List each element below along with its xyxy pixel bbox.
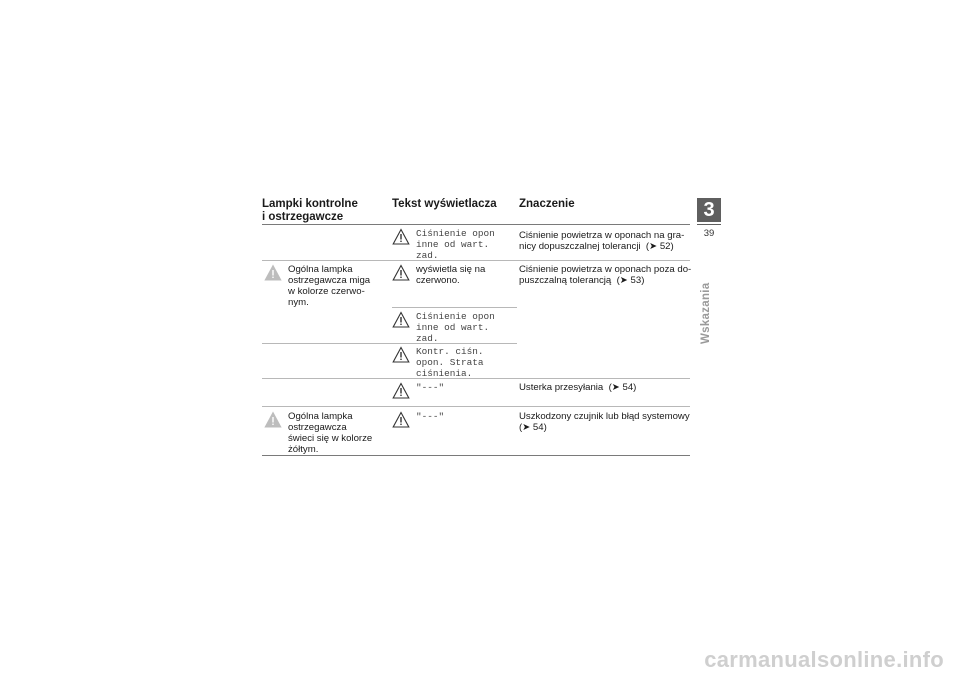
chapter-rule	[697, 224, 721, 225]
page-reference[interactable]: 54	[532, 422, 544, 433]
display-line: czerwono.	[416, 275, 460, 286]
display-line: wyświetla się na	[416, 264, 486, 275]
display-line: inne od wart.	[416, 322, 490, 333]
header-rule	[262, 224, 690, 225]
lamp-line: Ogólna lampka	[288, 264, 353, 275]
display-line: inne od wart.	[416, 239, 490, 250]
meaning-line: (➤ 54)	[519, 422, 547, 433]
chapter-tab: Wskazania	[700, 282, 712, 344]
chapter-number: 3	[697, 198, 721, 222]
page-reference[interactable]: 54	[622, 382, 634, 393]
warning-icon	[392, 264, 410, 282]
reference-arrow-icon: ➤	[649, 241, 658, 252]
lamp-line: nym.	[288, 297, 309, 308]
lamp-line: ostrzegawcza miga	[288, 275, 371, 286]
meaning-text	[519, 230, 684, 252]
meaning-line: Uszkodzony czujnik lub błąd systemowy	[519, 411, 690, 422]
reference-arrow-icon: ➤	[619, 275, 628, 286]
lamp-line: Ogólna lampka	[288, 411, 353, 422]
row-divider	[262, 260, 690, 261]
display-line: ciśnienia.	[416, 368, 473, 379]
row-divider	[262, 406, 690, 407]
display-line: zad.	[416, 333, 439, 344]
display-text: "---"	[416, 411, 445, 422]
display-text	[416, 346, 484, 379]
warning-icon	[392, 346, 410, 364]
lamp-line: ostrzegawcza	[288, 422, 347, 433]
page-number: 39	[703, 228, 715, 239]
page-reference[interactable]: 53	[630, 275, 642, 286]
table-bottom-rule	[262, 455, 690, 456]
header-lamps-line2: i ostrzegawcze	[262, 211, 344, 223]
row-divider	[262, 378, 690, 379]
display-text	[416, 311, 495, 344]
meaning-text	[519, 411, 690, 433]
lamp-description	[288, 264, 370, 308]
row-divider	[262, 343, 517, 344]
header-display-text: Tekst wyświetlacza	[392, 198, 497, 210]
warning-icon	[392, 411, 410, 429]
header-lamps	[262, 198, 382, 224]
display-line: Ciśnienie opon	[416, 311, 495, 322]
display-text	[416, 264, 485, 286]
page-reference[interactable]: 52	[659, 241, 671, 252]
warning-triangle-grey-icon	[264, 411, 282, 429]
reference-arrow-icon: ➤	[522, 422, 531, 433]
watermark: carmanualsonline.info	[704, 647, 944, 672]
reference-arrow-icon: ➤	[611, 382, 620, 393]
meaning-line: nicy dopuszczalnej tolerancji (➤ 52)	[519, 241, 674, 252]
lamp-description	[288, 411, 372, 455]
row-divider	[392, 307, 517, 308]
header-lamps-line1: Lampki kontrolne	[262, 198, 358, 210]
warning-triangle-grey-icon	[264, 264, 282, 282]
header-meaning: Znaczenie	[519, 198, 575, 210]
meaning-line: Ciśnienie powietrza w oponach na gra-	[519, 230, 685, 241]
display-line: Ciśnienie opon	[416, 228, 495, 239]
warning-icon	[392, 311, 410, 329]
warning-icon	[392, 228, 410, 246]
warning-icon	[392, 382, 410, 400]
meaning-text	[519, 264, 691, 286]
meaning-line: puszczalną tolerancją (➤ 53)	[519, 275, 645, 286]
lamp-line: w kolorze czerwo-	[288, 286, 365, 297]
lamp-line: żółtym.	[288, 444, 319, 455]
display-line: Kontr. ciśn.	[416, 346, 484, 357]
display-line: zad.	[416, 250, 439, 261]
display-line: opon. Strata	[416, 357, 484, 368]
meaning-line: Ciśnienie powietrza w oponach poza do-	[519, 264, 692, 275]
display-text	[416, 228, 495, 261]
meaning-text: Usterka przesyłania (➤ 54)	[519, 382, 637, 393]
display-text: "---"	[416, 382, 445, 393]
lamp-line: świeci się w kolorze	[288, 433, 373, 444]
